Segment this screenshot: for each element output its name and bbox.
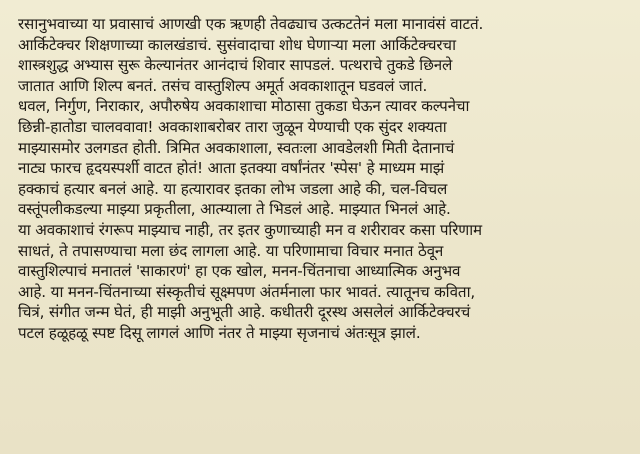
text-line: वस्तूंपलीकडल्या माझ्या प्रकृतीला, आत्म्याला ते भिडलं आहे. माझ्यात भिनलं आहे. — [18, 200, 451, 219]
text-line: साधतं, ते तपासण्याचा मला छंद लागला आहे. या परिणामाचा विचार मनात ठेवून — [18, 241, 444, 260]
text-line: छिन्नी-हातोडा चालववावा! अवकाशाबरोबर तारा जुळून येण्याची एक सुंदर शक्यता — [18, 117, 447, 136]
text-line: हक्काचं हत्यार बनलं आहे. या हत्यारावर इतका लोभ जडला आहे की, चल-विचल — [18, 179, 448, 198]
text-line: पटल हळूहळू स्पष्ट दिसू लागलं आणि नंतर ते माझ्या सृजनाचं अंतःसूत्र झालं. — [18, 323, 421, 342]
text-line: धवल, निर्गुण, निराकार, अपौरुषेय अवकाशाचा मोठासा तुकडा घेऊन त्यावर कल्पनेचा — [18, 97, 470, 116]
text-line: माझ्यासमोर उलगडत होती. त्रिमित अवकाशाला, स्वतःला आवडेलशी मिती देतानाचं — [18, 138, 455, 157]
text-line: या अवकाशाचं रंगरूप माझ्याच नाही, तर इतर कुणाच्याही मन व शरीरावर कसा परिणाम — [18, 220, 482, 239]
text-line: नाट्य फारच हृदयस्पर्शी वाटत होतं! आता इतक्या वर्षांनंतर 'स्पेस' हे माध्यम माझं — [18, 159, 445, 178]
text-line: आहे. या मनन-चिंतनाच्या संस्कृतीचं सूक्ष्मपण अंतर्मनाला फार भावतं. त्यातूनच कविता, — [18, 282, 476, 301]
text-line: जातात आणि शिल्प बनतं. तसंच वास्तुशिल्प अमूर्त अवकाशातून घडवलं जातं. — [18, 76, 428, 95]
text-line: आर्किटेक्चर शिक्षणाच्या कालखंडाचं. सुसंवादाचा शोध घेणाऱ्या मला आर्किटेक्चरचा — [18, 35, 456, 54]
body-paragraph — [18, 14, 626, 344]
text-line: वास्तुशिल्पाचं मनातलं 'साकारणं' हा एक खोल, मनन-चिंतनाचा आध्यात्मिक अनुभव — [18, 262, 461, 281]
text-line: चित्रं, संगीत जन्म घेतं, ही माझी अनुभूती आहे. कधीतरी दूरस्थ असलेलं आर्किटेक्चरचं — [18, 303, 471, 322]
text-line: शास्त्रशुद्ध अभ्यास सुरू केल्यानंतर आनंदाचं शिवार सापडलं. पत्थराचे तुकडे छिनले — [18, 56, 453, 75]
text-line: रसानुभवाच्या या प्रवासाचं आणखी एक ऋणही तेवढ्याच उत्कटतेनं मला मानावंसं वाटतं. — [18, 15, 484, 33]
